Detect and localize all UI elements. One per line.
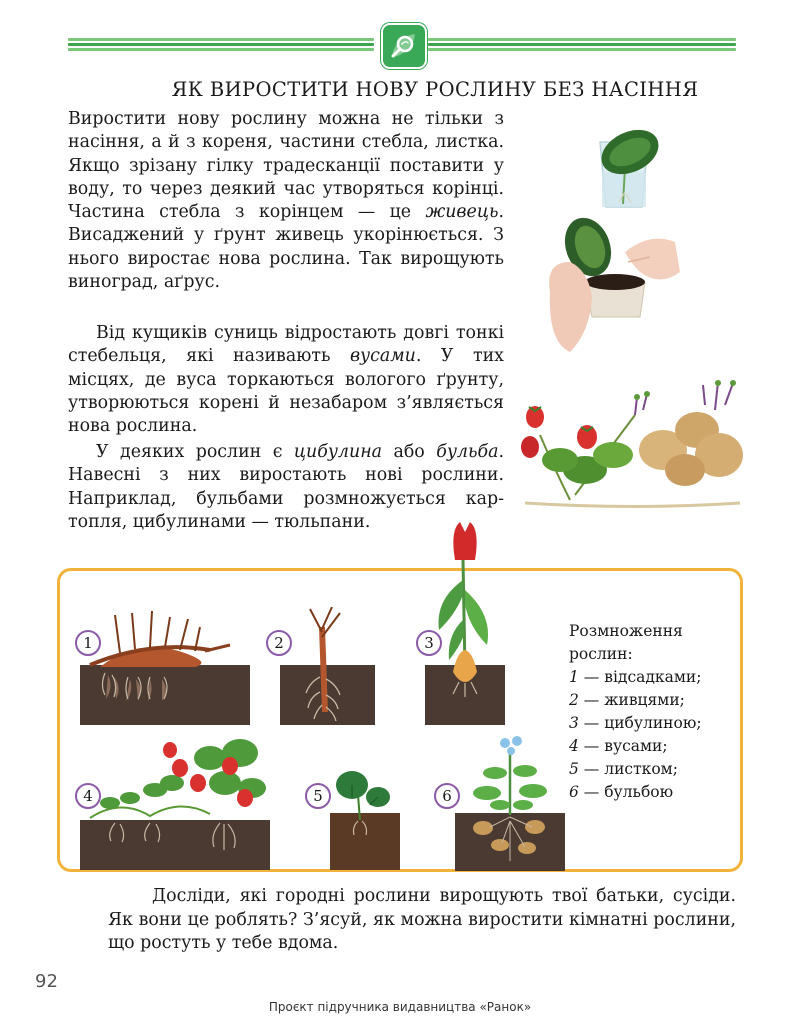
legend-row xyxy=(569,712,739,735)
legend-text: — вусами; xyxy=(578,737,668,755)
legend-row xyxy=(569,735,739,758)
legend-text: — відсадками; xyxy=(578,668,702,686)
number-2: 2 xyxy=(266,630,292,656)
legend-num: 3 xyxy=(569,714,579,732)
legend-num: 2 xyxy=(569,691,579,709)
legend-title: Розмноження рослин: xyxy=(569,622,683,663)
text-run: . Навесні з них виростають нові рослини. Наприклад, бульбами розмножується картопля, цибулинами — тюльпани. xyxy=(68,442,504,532)
leaf-cutting-photo xyxy=(530,112,680,362)
number-5: 5 xyxy=(305,783,331,809)
text-run: Від кущиків суниць відростають довгі тонкі стебельця, які називають xyxy=(68,323,504,367)
legend-text: — бульбою xyxy=(578,783,674,801)
legend-num: 1 xyxy=(569,668,579,686)
page-number: 92 xyxy=(35,971,58,992)
paragraph-cuttings xyxy=(68,108,504,294)
legend-row xyxy=(569,781,739,804)
diagram-legend xyxy=(569,620,739,804)
section-title: ЯК ВИРОСТИТИ НОВУ РОСЛИНУ БЕЗ НАСІННЯ xyxy=(171,78,699,101)
potato-tubers-illustration xyxy=(455,733,565,871)
text-run: . У тих місцях, де вуса торкаються вологого ґрунту, утворюються корені й незабаром з’являється нова рослина. xyxy=(68,346,504,437)
tulip-bulb-illustration xyxy=(425,520,505,725)
legend-text: — цибулиною; xyxy=(578,714,702,732)
legend-row xyxy=(569,758,739,781)
number-6: 6 xyxy=(434,783,460,809)
text-run: . Висаджений у ґрунт живець укорінюється. З нього виростає нова рослина. Так вирощують виноград, аґрус. xyxy=(68,202,504,293)
footer-note: Проєкт підручника видавництва «Ранок» xyxy=(268,1000,532,1014)
text-run: Виростити нову рослину можна не тільки з насіння, а й з кореня, частини стебла, листка. Якщо зрізану гілку традесканції поставити у воду, то через деякий час утворяться корінці. Частина стебла з корінцем — це xyxy=(68,109,504,223)
number-4: 4 xyxy=(75,783,101,809)
legend-row xyxy=(569,666,739,689)
paragraph-runners xyxy=(68,322,504,438)
term-runners: вусами xyxy=(349,346,416,367)
legend-num: 5 xyxy=(569,760,579,778)
header-stripe-left xyxy=(68,38,374,52)
strawberry-potato-photo xyxy=(515,375,750,525)
text-run: або xyxy=(382,442,437,462)
legend-num: 4 xyxy=(569,737,579,755)
number-1: 1 xyxy=(75,630,101,656)
legend-row xyxy=(569,689,739,712)
term-bulb: цибулина xyxy=(293,442,383,462)
header-stripe-right xyxy=(428,38,736,52)
cutting-illustration xyxy=(280,607,375,725)
legend-text: — живцями; xyxy=(578,691,685,709)
strawberry-runners-illustration xyxy=(80,728,270,870)
legend-text: — листком; xyxy=(578,760,678,778)
magnifier-leaf-icon xyxy=(381,23,427,69)
layering-illustration xyxy=(80,605,250,725)
term-cutting: живець xyxy=(425,202,499,223)
leaf-propagation-illustration xyxy=(330,765,400,870)
task-paragraph: Досліди, які городні рослини вирощують твої батьки, сусіди. Як вони це роблять? З’ясуй, як можна виростити кімнатні рослини, що ростуть у тебе вдома. xyxy=(108,886,736,953)
text-run: У деяких рослин є xyxy=(96,442,294,462)
number-3: 3 xyxy=(416,630,442,656)
legend-num: 6 xyxy=(569,783,579,801)
term-tuber: бульба xyxy=(436,442,499,462)
